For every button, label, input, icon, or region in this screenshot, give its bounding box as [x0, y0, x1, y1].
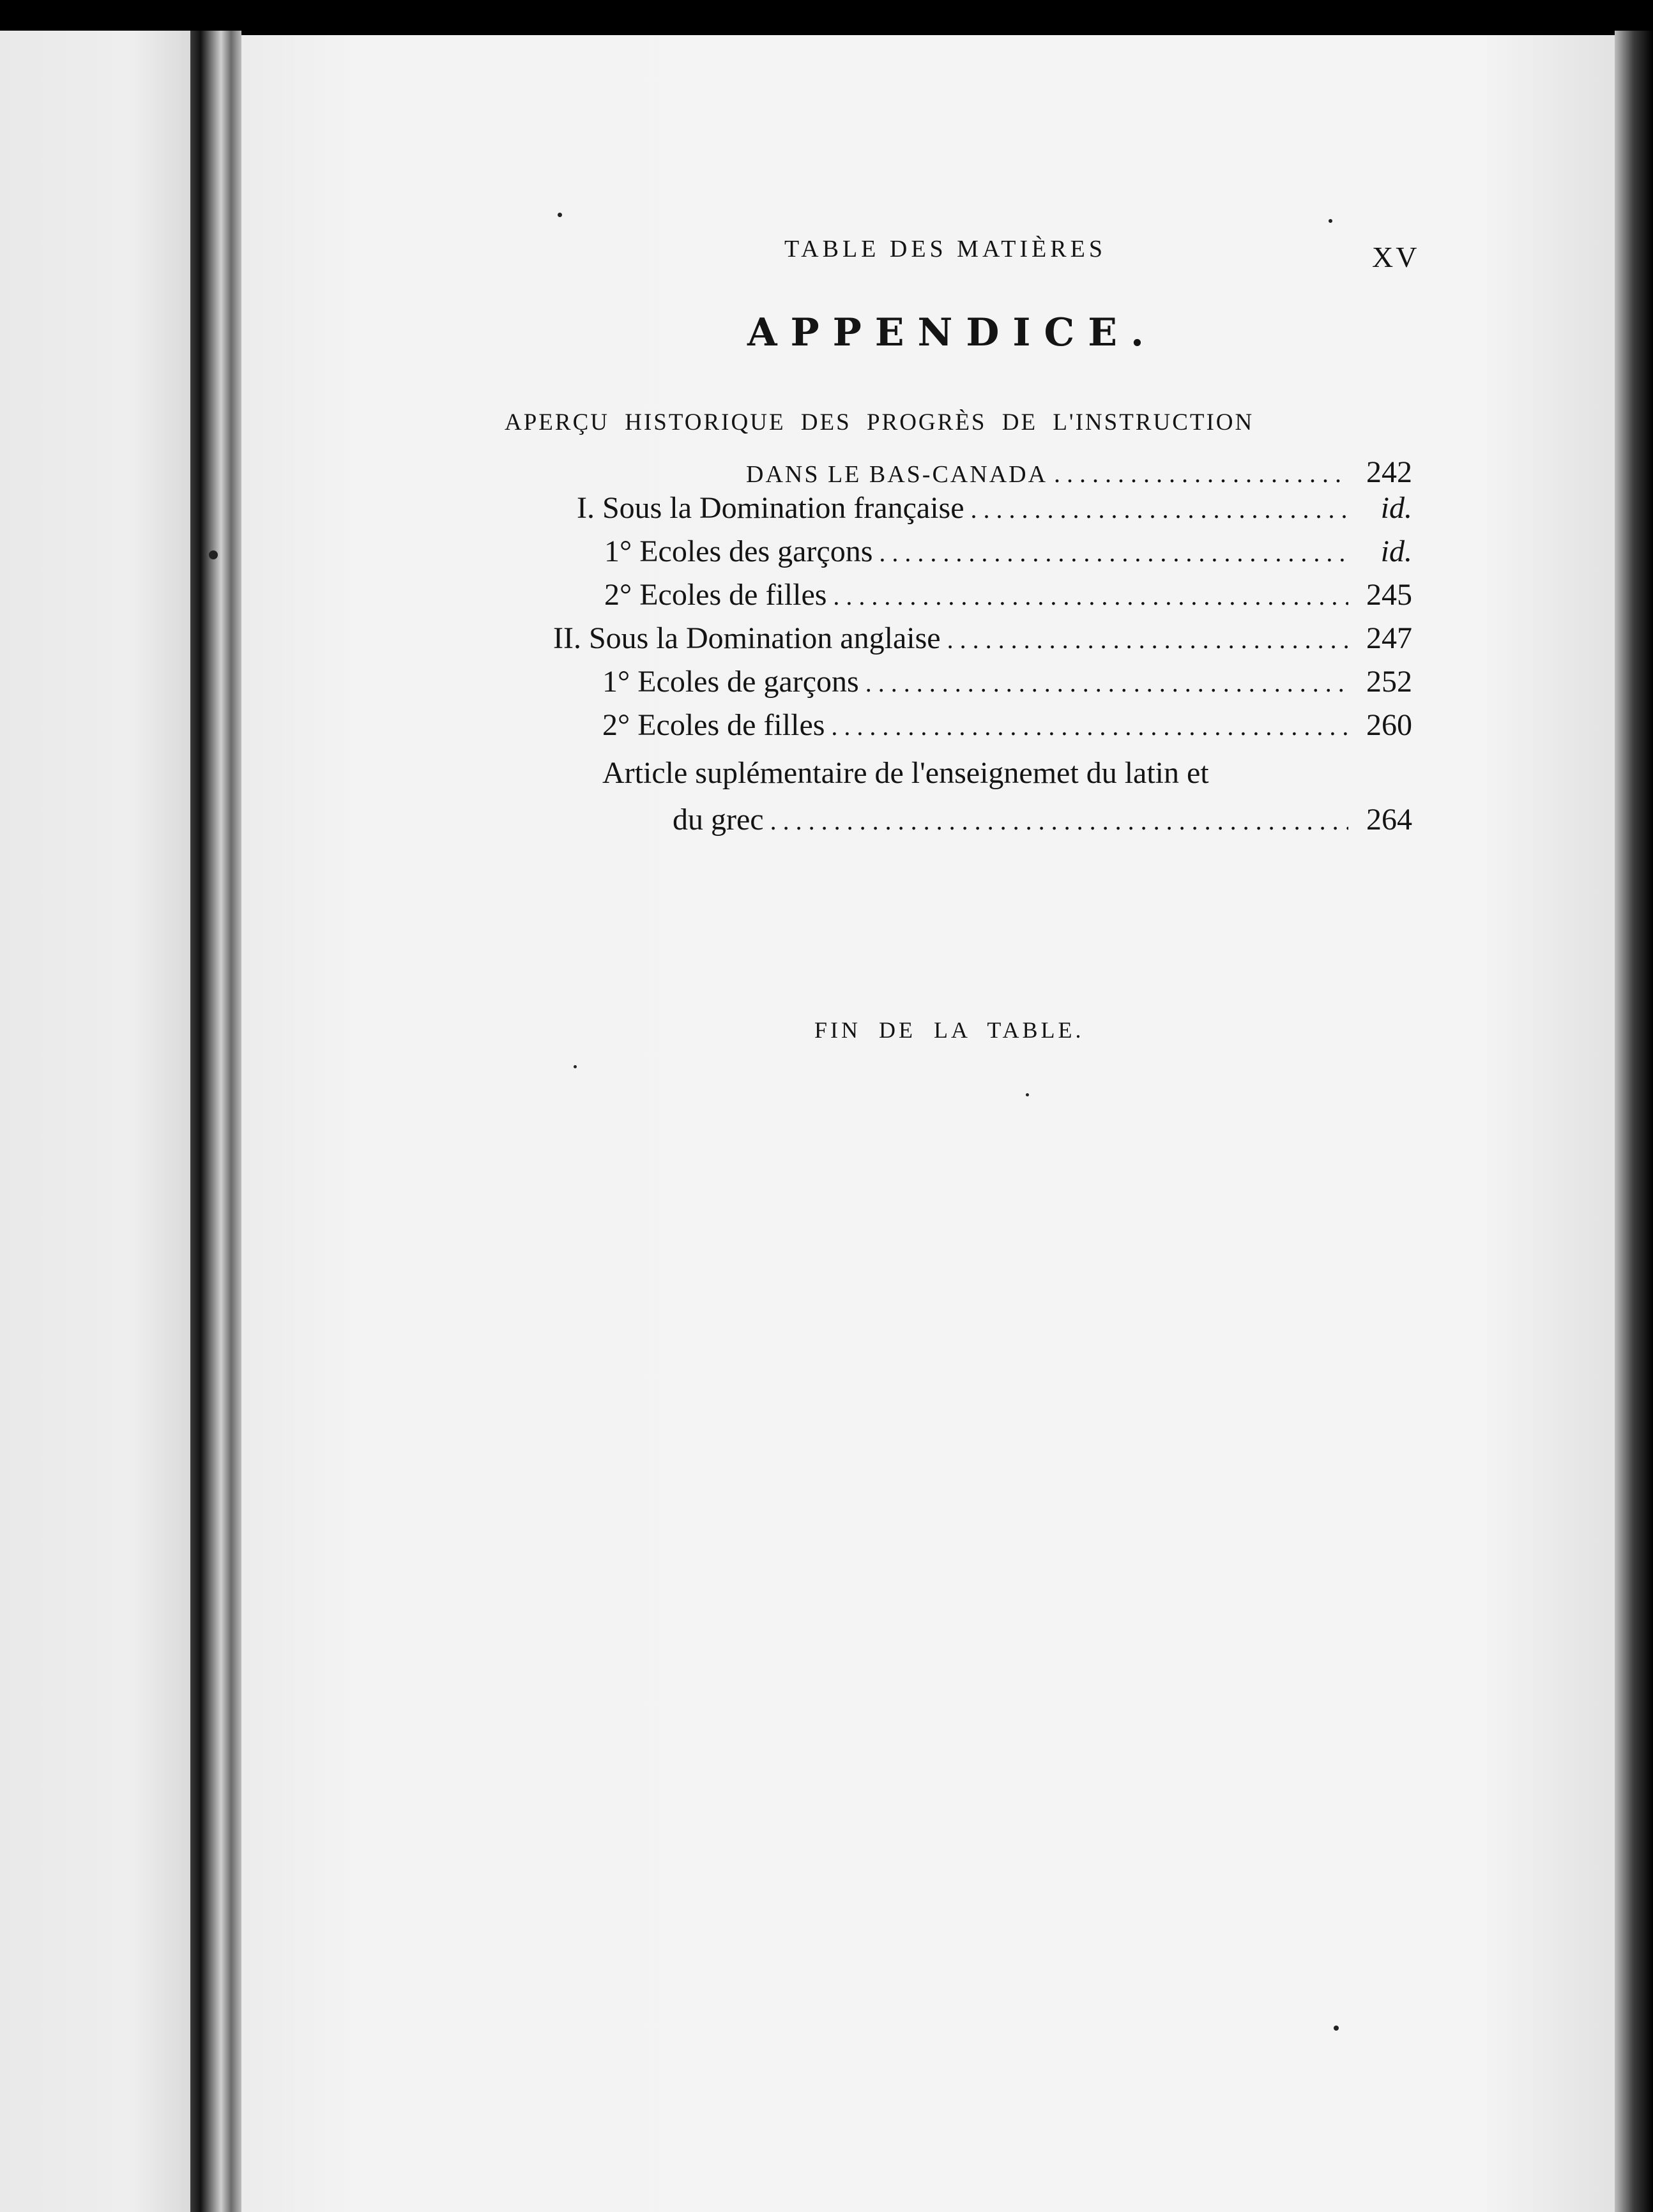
toc-entry-label: I. Sous la Domination française [577, 491, 964, 525]
toc-entry-page: 247 [1366, 621, 1412, 655]
print-speck [209, 550, 218, 559]
dot-leader [770, 806, 1348, 836]
toc-entry [604, 534, 1412, 569]
toc-entry [602, 664, 1412, 699]
dot-leader [1054, 458, 1348, 489]
dot-leader [947, 625, 1348, 655]
toc-entry-label: II. Sous la Domination anglaise [553, 621, 941, 655]
dot-leader [865, 668, 1348, 698]
dot-leader [879, 538, 1348, 568]
print-speck [1334, 2026, 1339, 2031]
toc-entry-label: 2° Ecoles de filles [604, 578, 827, 612]
toc-entry [746, 455, 1412, 490]
toc-entry-page: id. [1380, 491, 1412, 525]
toc-entry [602, 708, 1412, 743]
toc-entry [604, 577, 1412, 612]
left-page-edge [0, 31, 190, 2212]
toc-entry-page: 260 [1366, 708, 1412, 742]
dot-leader [831, 711, 1348, 741]
toc-heading-line: APERÇU HISTORIQUE DES PROGRÈS DE L'INSTRUCTION [505, 409, 1254, 436]
toc-entry-label: 1° Ecoles des garçons [604, 534, 873, 568]
toc-entry-continuation: Article suplémentaire de l'enseignemet du latin et [602, 756, 1209, 790]
book-gutter [190, 31, 241, 2212]
print-speck [1026, 1093, 1029, 1096]
end-of-table-note: FIN DE LA TABLE. [814, 1017, 1085, 1043]
print-speck [574, 1065, 577, 1068]
toc-entry [673, 802, 1412, 837]
toc-entry-page: 245 [1366, 578, 1412, 612]
toc-entry-label: du grec [673, 803, 764, 837]
toc-entry-page: 252 [1366, 665, 1412, 699]
page-number: XV [1372, 241, 1420, 273]
toc-entry-page: 264 [1366, 803, 1412, 837]
toc-entry-page: 242 [1366, 455, 1412, 489]
toc-entry-label: DANS LE BAS-CANADA [746, 461, 1048, 488]
toc-entry-label: 2° Ecoles de filles [602, 708, 825, 742]
toc-entry [577, 490, 1412, 526]
running-head: TABLE DES MATIÈRES [784, 236, 1106, 262]
dot-leader [971, 494, 1348, 524]
toc-entry [553, 621, 1412, 656]
page [241, 35, 1615, 2212]
dot-leader [833, 581, 1348, 611]
toc-entry-label: 1° Ecoles de garçons [602, 665, 859, 699]
section-title: APPENDICE. [747, 310, 1157, 355]
toc-entry-page: id. [1380, 534, 1412, 568]
print-speck [558, 213, 562, 217]
right-page-edge [1615, 31, 1653, 2212]
print-speck [1329, 219, 1332, 223]
